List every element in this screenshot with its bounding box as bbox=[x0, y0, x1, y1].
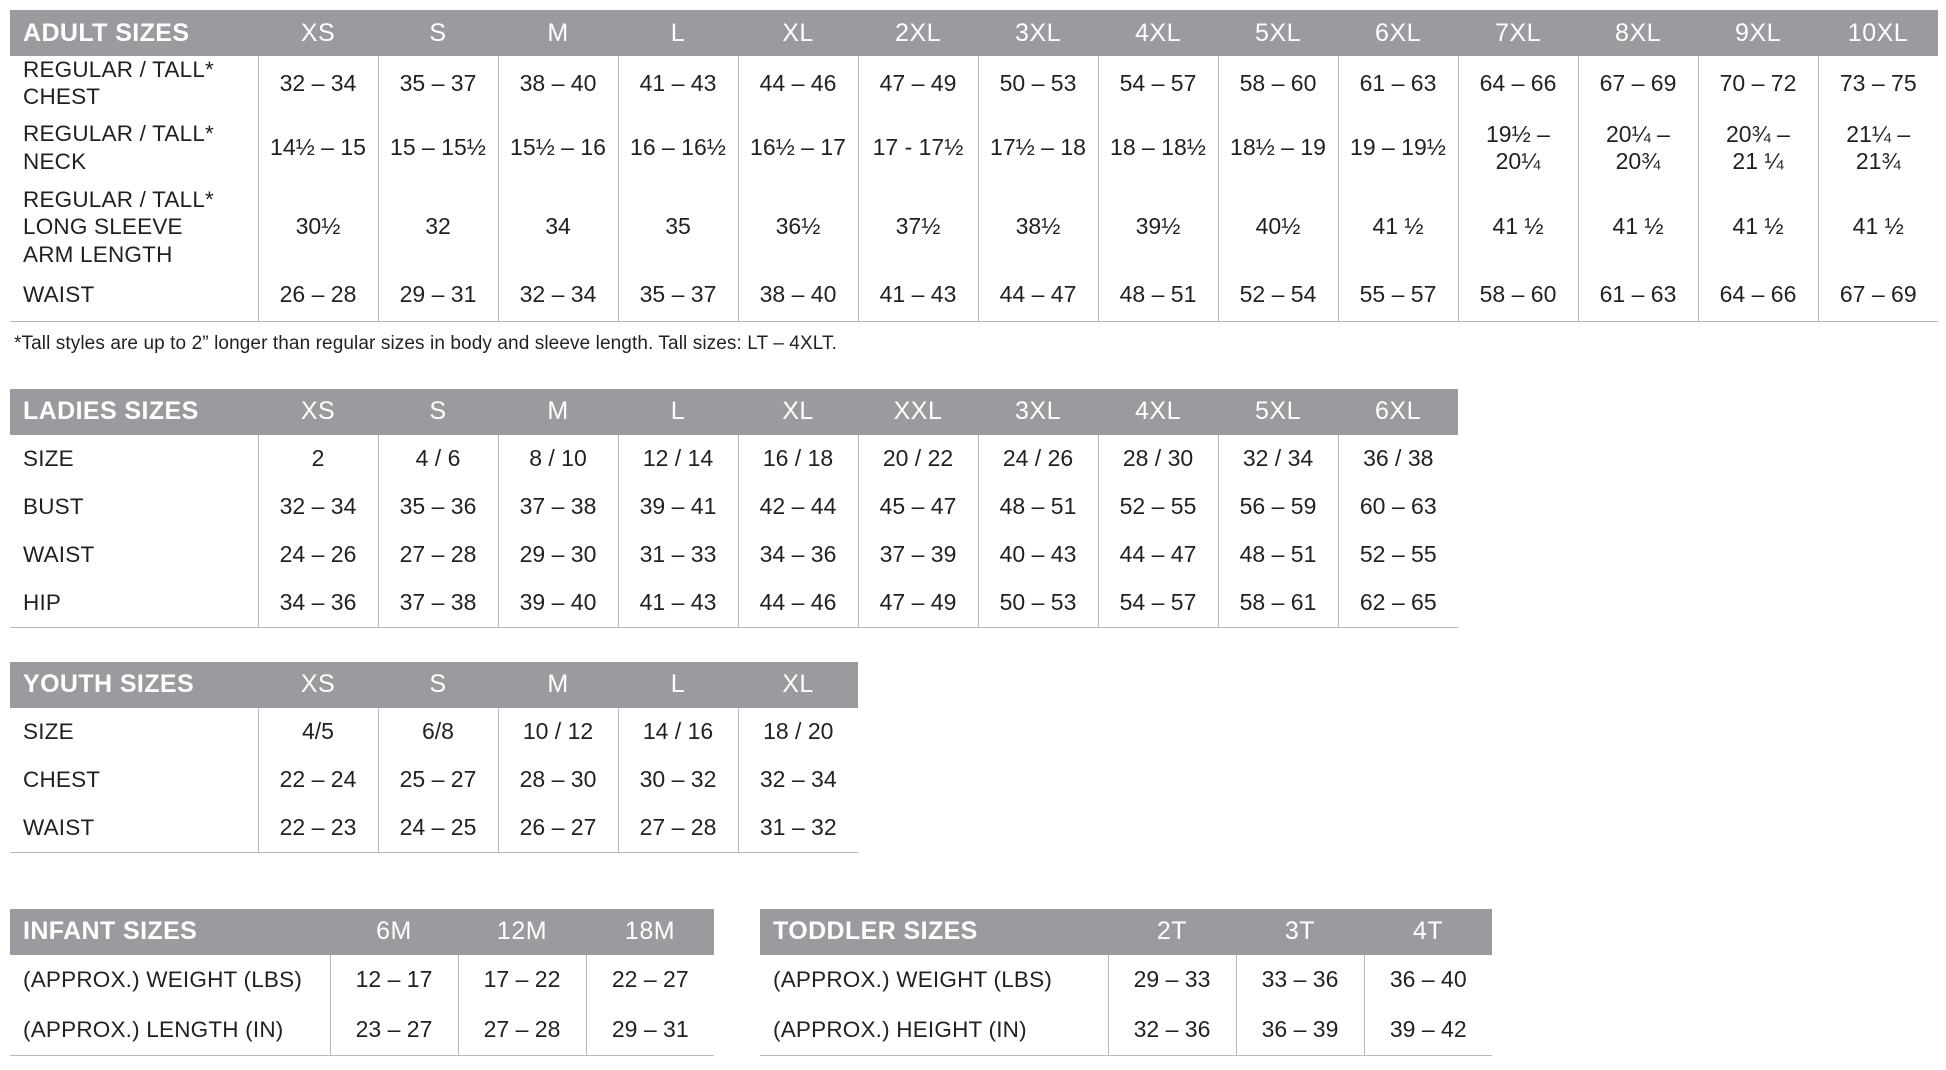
cell: 54 – 57 bbox=[1098, 579, 1218, 628]
cell: 60 – 63 bbox=[1338, 483, 1458, 531]
table-row bbox=[10, 483, 1458, 531]
cell: 48 – 51 bbox=[1098, 269, 1218, 322]
youth-col-xl: XL bbox=[738, 662, 858, 708]
cell: 16 / 18 bbox=[738, 435, 858, 483]
ladies-col-6xl: 6XL bbox=[1338, 389, 1458, 435]
table-row bbox=[10, 708, 858, 756]
spacer bbox=[10, 355, 1946, 389]
ladies-col-xs: XS bbox=[258, 389, 378, 435]
adult-title: ADULT SIZES bbox=[10, 10, 258, 56]
cell: 27 – 28 bbox=[458, 1005, 586, 1056]
cell: 44 – 46 bbox=[738, 579, 858, 628]
cell: 38 – 40 bbox=[498, 56, 618, 111]
cell: 67 – 69 bbox=[1578, 56, 1698, 111]
cell: 27 – 28 bbox=[618, 804, 738, 853]
cell: 20 / 22 bbox=[858, 435, 978, 483]
ladies-col-xl: XL bbox=[738, 389, 858, 435]
infant-title: INFANT SIZES bbox=[10, 909, 330, 955]
cell: 30½ bbox=[258, 185, 378, 269]
cell: 39 – 42 bbox=[1364, 1005, 1492, 1056]
cell: 12 – 17 bbox=[330, 955, 458, 1005]
cell: 38 – 40 bbox=[738, 269, 858, 322]
cell: 58 – 61 bbox=[1218, 579, 1338, 628]
infant-sizes-table bbox=[10, 909, 714, 1056]
adult-col-6xl: 6XL bbox=[1338, 10, 1458, 56]
cell: 20¼ – 20¾ bbox=[1578, 111, 1698, 185]
youth-row-label-size: SIZE bbox=[23, 719, 74, 745]
youth-title: YOUTH SIZES bbox=[10, 662, 258, 708]
cell: 32 bbox=[378, 185, 498, 269]
ladies-col-m: M bbox=[498, 389, 618, 435]
youth-sizes-table bbox=[10, 662, 858, 853]
adult-col-s: S bbox=[378, 10, 498, 56]
ladies-row-label-waist: WAIST bbox=[23, 542, 95, 568]
cell: 22 – 27 bbox=[586, 955, 714, 1005]
adult-row-label-arm-length: REGULAR / TALL* LONG SLEEVE ARM LENGTH bbox=[23, 186, 214, 267]
table-row bbox=[10, 435, 1458, 483]
cell: 41 ½ bbox=[1458, 185, 1578, 269]
cell: 20¾ – 21 ¼ bbox=[1698, 111, 1818, 185]
infant-col-12m: 12M bbox=[458, 909, 586, 955]
cell: 17 - 17½ bbox=[858, 111, 978, 185]
cell: 41 – 43 bbox=[618, 56, 738, 111]
toddler-row-label-height: (APPROX.) HEIGHT (IN) bbox=[760, 1005, 1108, 1056]
cell: 44 – 47 bbox=[1098, 531, 1218, 579]
cell: 35 – 36 bbox=[378, 483, 498, 531]
cell: 37 – 38 bbox=[498, 483, 618, 531]
cell: 29 – 33 bbox=[1108, 955, 1236, 1005]
cell: 39 – 41 bbox=[618, 483, 738, 531]
cell: 18 / 20 bbox=[738, 708, 858, 756]
adult-row-label-chest: REGULAR / TALL* CHEST bbox=[23, 57, 214, 110]
cell: 41 ½ bbox=[1578, 185, 1698, 269]
cell: 36 – 39 bbox=[1236, 1005, 1364, 1056]
cell: 16½ – 17 bbox=[738, 111, 858, 185]
cell: 37½ bbox=[858, 185, 978, 269]
table-row bbox=[10, 804, 858, 853]
cell: 29 – 30 bbox=[498, 531, 618, 579]
cell: 23 – 27 bbox=[330, 1005, 458, 1056]
cell: 22 – 24 bbox=[258, 756, 378, 804]
adult-col-8xl: 8XL bbox=[1578, 10, 1698, 56]
cell: 44 – 46 bbox=[738, 56, 858, 111]
cell: 48 – 51 bbox=[1218, 531, 1338, 579]
cell: 36½ bbox=[738, 185, 858, 269]
toddler-header-row bbox=[760, 909, 1492, 955]
cell: 26 – 27 bbox=[498, 804, 618, 853]
cell: 26 – 28 bbox=[258, 269, 378, 322]
adult-col-xs: XS bbox=[258, 10, 378, 56]
adult-col-5xl: 5XL bbox=[1218, 10, 1338, 56]
youth-row-label-waist: WAIST bbox=[10, 804, 258, 853]
cell: 12 / 14 bbox=[618, 435, 738, 483]
cell: 32 – 34 bbox=[498, 269, 618, 322]
cell: 32 – 34 bbox=[258, 56, 378, 111]
cell: 52 – 55 bbox=[1098, 483, 1218, 531]
ladies-row-label-hip: HIP bbox=[10, 579, 258, 628]
cell: 41 ½ bbox=[1818, 185, 1938, 269]
ladies-col-xxl: XXL bbox=[858, 389, 978, 435]
table-row bbox=[10, 531, 1458, 579]
cell: 34 bbox=[498, 185, 618, 269]
cell: 42 – 44 bbox=[738, 483, 858, 531]
cell: 48 – 51 bbox=[978, 483, 1098, 531]
cell: 52 – 54 bbox=[1218, 269, 1338, 322]
bottom-tables-wrap bbox=[10, 909, 1946, 1056]
table-row bbox=[10, 955, 714, 1005]
cell: 41 ½ bbox=[1338, 185, 1458, 269]
cell: 14 / 16 bbox=[618, 708, 738, 756]
cell: 47 – 49 bbox=[858, 579, 978, 628]
toddler-col-4t: 4T bbox=[1364, 909, 1492, 955]
infant-header-row bbox=[10, 909, 714, 955]
cell: 50 – 53 bbox=[978, 579, 1098, 628]
adult-footnote: *Tall styles are up to 2” longer than regular sizes in body and sleeve length. Tall sizes: LT – 4XLT. bbox=[14, 332, 837, 354]
youth-col-xs: XS bbox=[258, 662, 378, 708]
cell: 21¼ – 21¾ bbox=[1818, 111, 1938, 185]
cell: 24 – 26 bbox=[258, 531, 378, 579]
cell: 32 / 34 bbox=[1218, 435, 1338, 483]
cell: 62 – 65 bbox=[1338, 579, 1458, 628]
cell: 24 – 25 bbox=[378, 804, 498, 853]
cell: 19 – 19½ bbox=[1338, 111, 1458, 185]
infant-row-label-weight: (APPROX.) WEIGHT (LBS) bbox=[23, 967, 303, 993]
cell: 30 – 32 bbox=[618, 756, 738, 804]
ladies-sizes-table bbox=[10, 389, 1458, 628]
cell: 73 – 75 bbox=[1818, 56, 1938, 111]
cell: 54 – 57 bbox=[1098, 56, 1218, 111]
cell: 40½ bbox=[1218, 185, 1338, 269]
cell: 47 – 49 bbox=[858, 56, 978, 111]
ladies-col-4xl: 4XL bbox=[1098, 389, 1218, 435]
cell: 44 – 47 bbox=[978, 269, 1098, 322]
cell: 31 – 33 bbox=[618, 531, 738, 579]
adult-col-m: M bbox=[498, 10, 618, 56]
cell: 64 – 66 bbox=[1458, 56, 1578, 111]
spacer bbox=[10, 628, 1946, 662]
cell: 40 – 43 bbox=[978, 531, 1098, 579]
cell: 37 – 38 bbox=[378, 579, 498, 628]
cell: 39 – 40 bbox=[498, 579, 618, 628]
infant-col-18m: 18M bbox=[586, 909, 714, 955]
ladies-row-label-size: SIZE bbox=[23, 446, 74, 472]
adult-sizes-table bbox=[10, 10, 1938, 322]
cell: 45 – 47 bbox=[858, 483, 978, 531]
adult-row-label-neck: REGULAR / TALL* NECK bbox=[23, 121, 214, 174]
cell: 34 – 36 bbox=[738, 531, 858, 579]
cell: 4/5 bbox=[258, 708, 378, 756]
cell: 19½ – 20¼ bbox=[1458, 111, 1578, 185]
cell: 39½ bbox=[1098, 185, 1218, 269]
cell: 41 – 43 bbox=[858, 269, 978, 322]
cell: 16 – 16½ bbox=[618, 111, 738, 185]
youth-col-m: M bbox=[498, 662, 618, 708]
cell: 2 bbox=[258, 435, 378, 483]
youth-row-label-chest: CHEST bbox=[23, 767, 101, 793]
adult-col-9xl: 9XL bbox=[1698, 10, 1818, 56]
toddler-title: TODDLER SIZES bbox=[760, 909, 1108, 955]
toddler-col-3t: 3T bbox=[1236, 909, 1364, 955]
cell: 15½ – 16 bbox=[498, 111, 618, 185]
adult-header-row bbox=[10, 10, 1938, 56]
youth-col-l: L bbox=[618, 662, 738, 708]
cell: 10 / 12 bbox=[498, 708, 618, 756]
cell: 34 – 36 bbox=[258, 579, 378, 628]
cell: 28 – 30 bbox=[498, 756, 618, 804]
cell: 6/8 bbox=[378, 708, 498, 756]
ladies-col-3xl: 3XL bbox=[978, 389, 1098, 435]
cell: 4 / 6 bbox=[378, 435, 498, 483]
cell: 22 – 23 bbox=[258, 804, 378, 853]
cell: 58 – 60 bbox=[1458, 269, 1578, 322]
infant-row-label-length: (APPROX.) LENGTH (IN) bbox=[10, 1005, 330, 1056]
toddler-row-label-weight: (APPROX.) WEIGHT (LBS) bbox=[773, 967, 1053, 993]
adult-col-4xl: 4XL bbox=[1098, 10, 1218, 56]
table-row bbox=[760, 1005, 1492, 1056]
toddler-col-2t: 2T bbox=[1108, 909, 1236, 955]
ladies-col-s: S bbox=[378, 389, 498, 435]
infant-col-6m: 6M bbox=[330, 909, 458, 955]
cell: 29 – 31 bbox=[378, 269, 498, 322]
cell: 58 – 60 bbox=[1218, 56, 1338, 111]
cell: 32 – 34 bbox=[258, 483, 378, 531]
cell: 28 / 30 bbox=[1098, 435, 1218, 483]
adult-col-10xl: 10XL bbox=[1818, 10, 1938, 56]
cell: 18½ – 19 bbox=[1218, 111, 1338, 185]
cell: 56 – 59 bbox=[1218, 483, 1338, 531]
spacer bbox=[10, 853, 1946, 909]
ladies-title: LADIES SIZES bbox=[10, 389, 258, 435]
cell: 24 / 26 bbox=[978, 435, 1098, 483]
cell: 64 – 66 bbox=[1698, 269, 1818, 322]
table-row bbox=[10, 756, 858, 804]
cell: 67 – 69 bbox=[1818, 269, 1938, 322]
adult-col-2xl: 2XL bbox=[858, 10, 978, 56]
cell: 35 – 37 bbox=[618, 269, 738, 322]
cell: 37 – 39 bbox=[858, 531, 978, 579]
adult-col-l: L bbox=[618, 10, 738, 56]
cell: 27 – 28 bbox=[378, 531, 498, 579]
cell: 38½ bbox=[978, 185, 1098, 269]
youth-col-s: S bbox=[378, 662, 498, 708]
cell: 36 / 38 bbox=[1338, 435, 1458, 483]
adult-row-label-waist: WAIST bbox=[10, 269, 258, 322]
table-row bbox=[10, 111, 1938, 185]
cell: 32 – 36 bbox=[1108, 1005, 1236, 1056]
table-row bbox=[10, 579, 1458, 628]
cell: 32 – 34 bbox=[738, 756, 858, 804]
cell: 70 – 72 bbox=[1698, 56, 1818, 111]
cell: 17 – 22 bbox=[458, 955, 586, 1005]
cell: 36 – 40 bbox=[1364, 955, 1492, 1005]
cell: 15 – 15½ bbox=[378, 111, 498, 185]
cell: 18 – 18½ bbox=[1098, 111, 1218, 185]
table-row bbox=[760, 955, 1492, 1005]
table-row bbox=[10, 1005, 714, 1056]
adult-col-xl: XL bbox=[738, 10, 858, 56]
cell: 33 – 36 bbox=[1236, 955, 1364, 1005]
table-row bbox=[10, 269, 1938, 322]
ladies-header-row bbox=[10, 389, 1458, 435]
ladies-col-5xl: 5XL bbox=[1218, 389, 1338, 435]
cell: 17½ – 18 bbox=[978, 111, 1098, 185]
cell: 31 – 32 bbox=[738, 804, 858, 853]
cell: 50 – 53 bbox=[978, 56, 1098, 111]
ladies-col-l: L bbox=[618, 389, 738, 435]
cell: 14½ – 15 bbox=[258, 111, 378, 185]
youth-header-row bbox=[10, 662, 858, 708]
cell: 55 – 57 bbox=[1338, 269, 1458, 322]
cell: 35 bbox=[618, 185, 738, 269]
toddler-sizes-table bbox=[760, 909, 1492, 1056]
cell: 35 – 37 bbox=[378, 56, 498, 111]
cell: 61 – 63 bbox=[1578, 269, 1698, 322]
table-row bbox=[10, 185, 1938, 269]
cell: 61 – 63 bbox=[1338, 56, 1458, 111]
cell: 29 – 31 bbox=[586, 1005, 714, 1056]
cell: 25 – 27 bbox=[378, 756, 498, 804]
table-row bbox=[10, 56, 1938, 111]
cell: 41 – 43 bbox=[618, 579, 738, 628]
adult-col-3xl: 3XL bbox=[978, 10, 1098, 56]
cell: 8 / 10 bbox=[498, 435, 618, 483]
adult-col-7xl: 7XL bbox=[1458, 10, 1578, 56]
cell: 52 – 55 bbox=[1338, 531, 1458, 579]
cell: 41 ½ bbox=[1698, 185, 1818, 269]
ladies-row-label-bust: BUST bbox=[23, 494, 84, 520]
